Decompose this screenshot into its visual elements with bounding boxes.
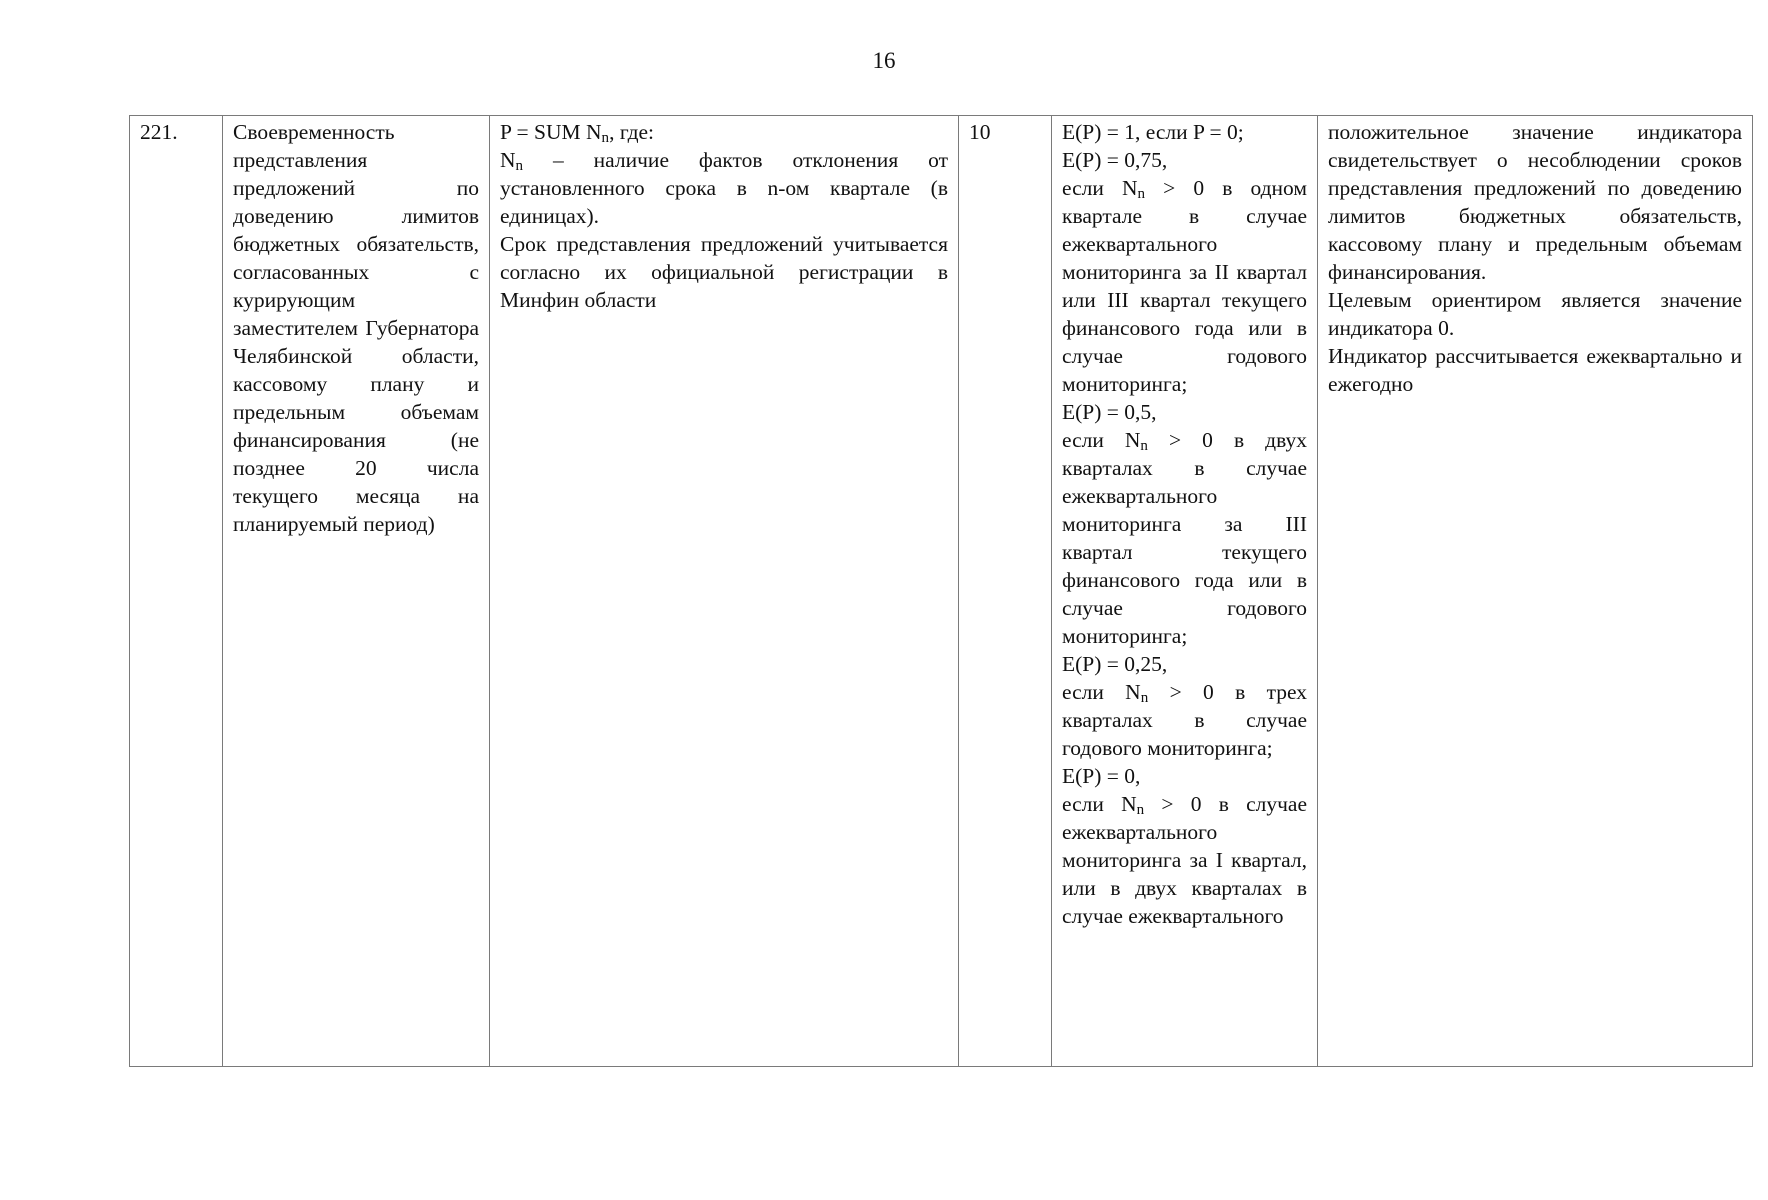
evaluation-condition-4: если $N_n > 0$ в трех кварталах в случае годового мониторинга;: [1062, 680, 1307, 760]
indicator-name-cell: [223, 116, 490, 1067]
formula-cell: [490, 116, 959, 1067]
indicator-weight: 10: [969, 120, 991, 144]
comment-paragraph-3: Индикатор рассчитывается ежеквартально и ежегодно: [1328, 344, 1742, 396]
evaluation-rule-5: E(P) = 0,: [1062, 764, 1141, 788]
evaluation-rule-3: E(P) = 0,5,: [1062, 400, 1157, 424]
page-number: 16: [872, 48, 896, 73]
evaluation-rule-2: E(P) = 0,75,: [1062, 148, 1168, 172]
row-number: 221.: [140, 120, 178, 144]
weight-cell: [959, 116, 1052, 1067]
evaluation-condition-5: если $N_n > 0$ в случае ежеквартального мониторинга за I квартал, или в двух кварталах в случае ежеквартального: [1062, 792, 1307, 928]
table-row: [130, 116, 1753, 1067]
row-number-cell: [130, 116, 223, 1067]
evaluation-rule-1: E(P) = 1, если P = 0;: [1062, 120, 1244, 144]
evaluation-rule-4: E(P) = 0,25,: [1062, 652, 1168, 676]
comment-paragraph-1: положительное значение индикатора свидетельствует о несоблюдении сроков представления предложений по доведению лимитов бюджетных обязательств, кассовому плану и предельным объемам финансирования.: [1328, 120, 1742, 284]
evaluation-cell: [1052, 116, 1318, 1067]
indicator-name: Своевременность представления предложений по доведению лимитов бюджетных обязательств, согласованных с курирующим заместителем Губернатора Челябинской области, кассовому плану и предельным объемам финансирования (не позднее 20 числа текущего месяца на планируемый период): [233, 120, 479, 536]
formula-nn-description: $N_n$ – наличие фактов отклонения от установленного срока в n-ом квартале (в единицах).: [500, 148, 948, 228]
evaluation-condition-2: если $N_n > 0$ в одном квартале в случае ежеквартального мониторинга за II квартал или III квартал текущего финансового года или в случае годового мониторинга;: [1062, 176, 1307, 396]
formula-deadline-note: Срок представления предложений учитывается согласно их официальной регистрации в Минфин области: [500, 232, 948, 312]
comment-cell: [1318, 116, 1753, 1067]
formula-definition: P = SUM $N_n$, где:: [500, 120, 655, 146]
evaluation-condition-3: если $N_n > 0$ в двух кварталах в случае ежеквартального мониторинга за III квартал текущего финансового года или в случае годового мониторинга;: [1062, 428, 1307, 648]
indicator-table: [129, 115, 1753, 1067]
comment-paragraph-2: Целевым ориентиром является значение индикатора 0.: [1328, 288, 1742, 340]
